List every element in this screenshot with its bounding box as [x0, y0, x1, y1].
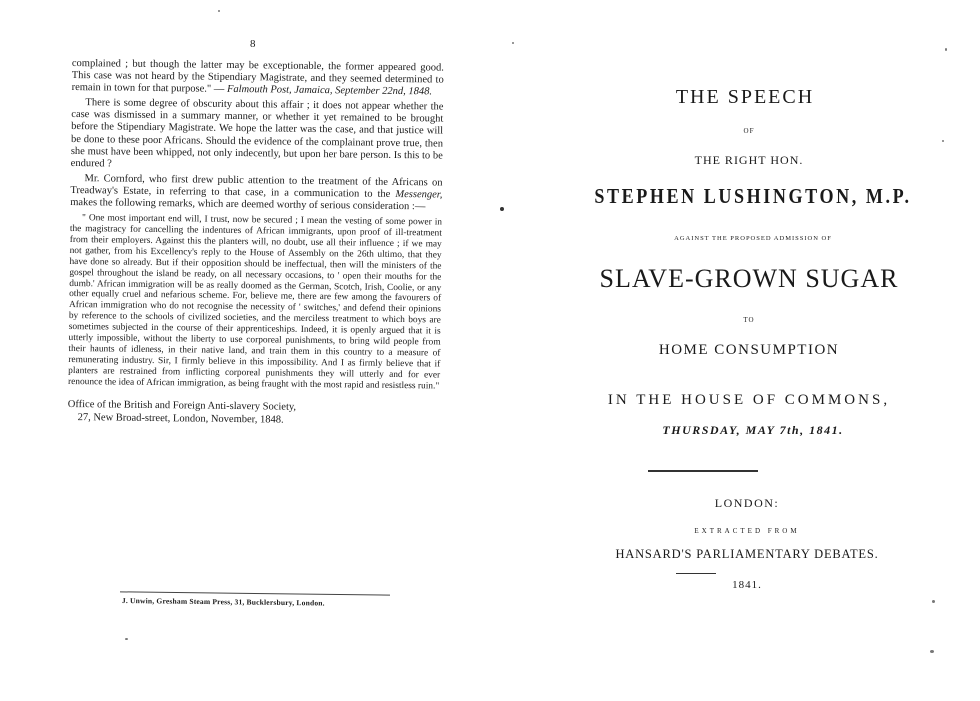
paragraph-3: [70, 173, 442, 214]
paper-speck: [945, 48, 947, 51]
imprint-year: 1841.: [732, 579, 762, 591]
title-to: TO: [743, 316, 755, 324]
body-text: [68, 58, 444, 428]
paper-speck: [930, 650, 934, 653]
paper-speck: [512, 42, 514, 44]
printer-imprint: J. Unwin, Gresham Steam Press, 31, Bucklersbury, London.: [121, 596, 325, 608]
title-home-consumption: HOME CONSUMPTION: [658, 342, 840, 358]
office-line-1: Office of the British and Foreign Anti-slavery Society,: [67, 398, 297, 413]
title-against: AGAINST THE PROPOSED ADMISSION OF: [674, 235, 832, 242]
paper-speck: [500, 207, 504, 211]
paragraph-1-citation: Falmouth Post, Jamaica, September 22nd, 1848.: [226, 84, 433, 98]
paragraph-3-start: Mr. Cornford, who first drew public attention to the treatment of the Africans on Treadway's Estate, in referring to that case, in a communication to the: [70, 173, 443, 200]
title-slave-grown-sugar: SLAVE-GROWN SUGAR: [599, 264, 899, 293]
title-right-hon: THE RIGHT HON.: [694, 153, 804, 167]
paper-speck: [942, 140, 944, 142]
block-quote: " One most important end will, I trust, now be secured ; I mean the vesting of some power in the magistracy for cancelling the indentures of African immigrants, upon proof of ill-treatment from their employers. Against this the planters will, no doubt, use all their influence ; if we may not gather, from his Excellency's reply to the House of Assembly on the 26th ultimo, that they have done so already. But if their opposition should be ineffectual, then will the ministers of the gospel throughout the island be ready, on all necessary occasions, to ' open their mouths for the dumb.' African immigration will be as really doomed as the German, Scotch, Irish, Coolie, or any other equally cruel and nefarious scheme. For, believe me, there are few among the favourers of African immigration who do not recognise the necessity of ' switches,' and defend their opinions by reference to the schools of civilized societies, and the merciless treatment to which boys are sometimes subjected in the course of their apprenticeships. Indeed, it is openly argued that it is utterly impossible, without the liberty to use corporeal punishments, to bring wild people from their haunts of idleness, in their native land, and train them in this country to a measure of remunerating industry. Sir, I firmly believe in this impossibility. And I as firmly believe that if planters are restrained from inflicting corporeal punishments they will utterly and for ever renounce the idea of African immigration, as being fraught with the most rapid and resistless ruin.": [67, 213, 443, 392]
paper-speck: [932, 600, 935, 603]
paper-speck: [218, 10, 220, 12]
paragraph-1: [72, 58, 444, 99]
paragraph-2: There is some degree of obscurity about this affair ; it does not appear whether the case was dismissed in a summary manner, or whether it yet remained to be brought before the Stipendiary Magistrate. We hope the latter was the case, and that justice will be done to these poor Africans. Should the evidence of the complainant prove true, then she must have been whipped, not only indecently, but upon her bare person. Is this to be endured ?: [70, 97, 444, 170]
footer-rule: [120, 591, 390, 595]
title-house-of-commons: IN THE HOUSE OF COMMONS,: [607, 392, 891, 408]
title-rule: [648, 470, 758, 472]
title-of: OF: [743, 127, 755, 135]
office-address: [68, 398, 440, 429]
imprint-london: LONDON:: [714, 496, 780, 510]
title-date: THURSDAY, MAY 7th, 1841.: [662, 423, 844, 437]
office-line-2: 27, New Broad-street, London, November, 1848.: [77, 411, 284, 426]
page-number: 8: [250, 38, 257, 50]
title-speaker-name: STEPHEN LUSHINGTON, M.P.: [594, 184, 912, 208]
imprint-extracted: EXTRACTED FROM: [694, 527, 800, 535]
paragraph-1-text: complained ; but though the latter may be exceptionable, the former appeared good. This case was not heard by the Stipendiary Magistrate, and they seemed determined to remain in town for that purpose." —: [71, 58, 444, 96]
paper-speck: [125, 638, 128, 640]
messenger-title: Messenger,: [395, 188, 443, 201]
right-page: [490, 0, 980, 701]
title-the-speech: THE SPEECH: [675, 86, 815, 108]
imprint-hansard: HANSARD'S PARLIAMENTARY DEBATES.: [615, 547, 879, 561]
paragraph-3-end: makes the following remarks, which are deemed worthy of serious consideration :—: [70, 197, 426, 213]
year-rule: [676, 573, 716, 574]
